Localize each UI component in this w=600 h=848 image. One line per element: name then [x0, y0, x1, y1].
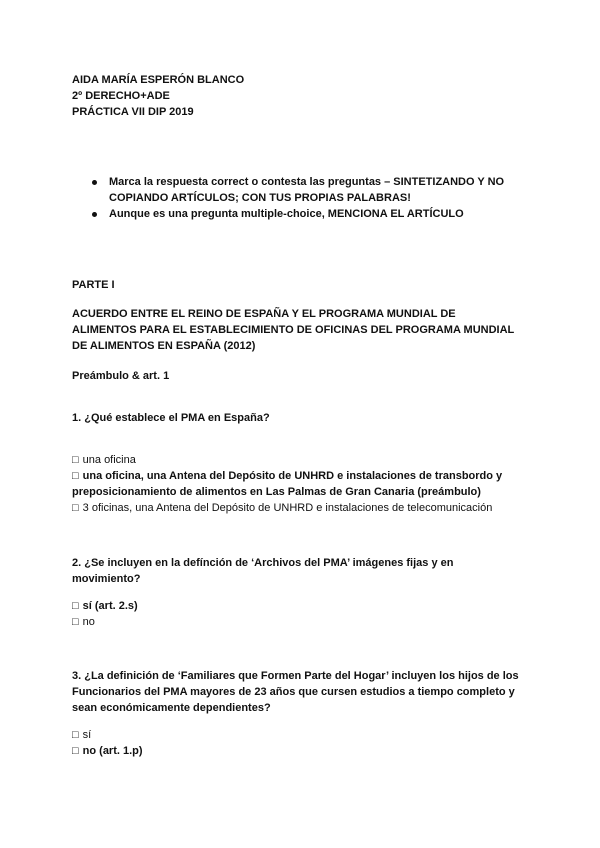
question-2-options: [72, 598, 542, 630]
part-heading: PARTE I: [72, 279, 115, 291]
question-2: [72, 555, 542, 587]
option-3a[interactable]: [72, 727, 542, 743]
instruction-item: [92, 206, 542, 222]
author-name: AIDA MARÍA ESPERÓN BLANCO: [72, 74, 245, 86]
instructions-list: [92, 174, 542, 222]
bullet-icon: [92, 180, 97, 185]
option-3b[interactable]: [72, 743, 542, 759]
agreement-title-line: ALIMENTOS PARA EL ESTABLECIMIENTO DE OFICINAS DEL PROGRAMA MUNDIAL: [72, 324, 515, 336]
instruction-text: COPIANDO ARTÍCULOS; CON TUS PROPIAS PALABRAS!: [109, 192, 411, 204]
option-2a[interactable]: [72, 598, 542, 614]
question-text: 2. ¿Se incluyen en la defínción de ‘Archivos del PMA’ imágenes fijas y en: [72, 557, 454, 569]
option-label: no (art. 1.p): [82, 745, 143, 757]
option-1c[interactable]: [72, 500, 542, 516]
checkbox-icon[interactable]: □: [72, 502, 79, 514]
agreement-title-line: DE ALIMENTOS EN ESPAÑA (2012): [72, 340, 256, 352]
practice-title: PRÁCTICA VII DIP 2019: [72, 106, 194, 118]
question-3: [72, 668, 542, 716]
checkbox-icon[interactable]: □: [72, 454, 79, 466]
option-label: 3 oficinas, una Antena del Depósito de UNHRD e instalaciones de telecomunicación: [82, 502, 493, 514]
agreement-title-line: ACUERDO ENTRE EL REINO DE ESPAÑA Y EL PROGRAMA MUNDIAL DE: [72, 308, 456, 320]
question-text: 3. ¿La definición de ‘Familiares que Formen Parte del Hogar’ incluyen los hijos de los: [72, 670, 519, 682]
instruction-text: Aunque es una pregunta multiple-choice, MENCIONA EL ARTÍCULO: [109, 208, 464, 220]
question-1-options: [72, 452, 542, 516]
checkbox-icon[interactable]: □: [72, 745, 79, 757]
option-label: una oficina, una Antena del Depósito de UNHRD e instalaciones de transbordo y: [82, 470, 503, 482]
question-text: movimiento?: [72, 573, 141, 585]
option-2b[interactable]: [72, 614, 542, 630]
instruction-text: Marca la respuesta correct o contesta las preguntas – SINTETIZANDO Y NO: [109, 176, 505, 188]
checkbox-icon[interactable]: □: [72, 600, 79, 612]
instruction-item: [92, 174, 542, 206]
option-1a[interactable]: [72, 452, 542, 468]
question-text: sean económicamente dependientes?: [72, 702, 271, 714]
checkbox-icon[interactable]: □: [72, 470, 79, 482]
option-label: una oficina: [82, 454, 136, 466]
question-1: 1. ¿Qué establece el PMA en España?: [72, 412, 270, 424]
option-label: no: [82, 616, 95, 628]
question-text: Funcionarios del PMA mayores de 23 años que cursen estudios a tiempo completo y: [72, 686, 515, 698]
agreement-title: [72, 306, 542, 354]
course-name: 2º DERECHO+ADE: [72, 90, 170, 102]
section-heading: Preámbulo & art. 1: [72, 370, 170, 382]
bullet-icon: [92, 212, 97, 217]
option-1b[interactable]: [72, 468, 542, 484]
checkbox-icon[interactable]: □: [72, 729, 79, 741]
checkbox-icon[interactable]: □: [72, 616, 79, 628]
question-3-options: [72, 727, 542, 759]
header-block: [72, 72, 542, 120]
option-label: sí (art. 2.s): [82, 600, 138, 612]
option-label-continued: preposicionamiento de alimentos en Las Palmas de Gran Canaria (preámbulo): [72, 486, 481, 498]
option-label: sí: [82, 729, 92, 741]
